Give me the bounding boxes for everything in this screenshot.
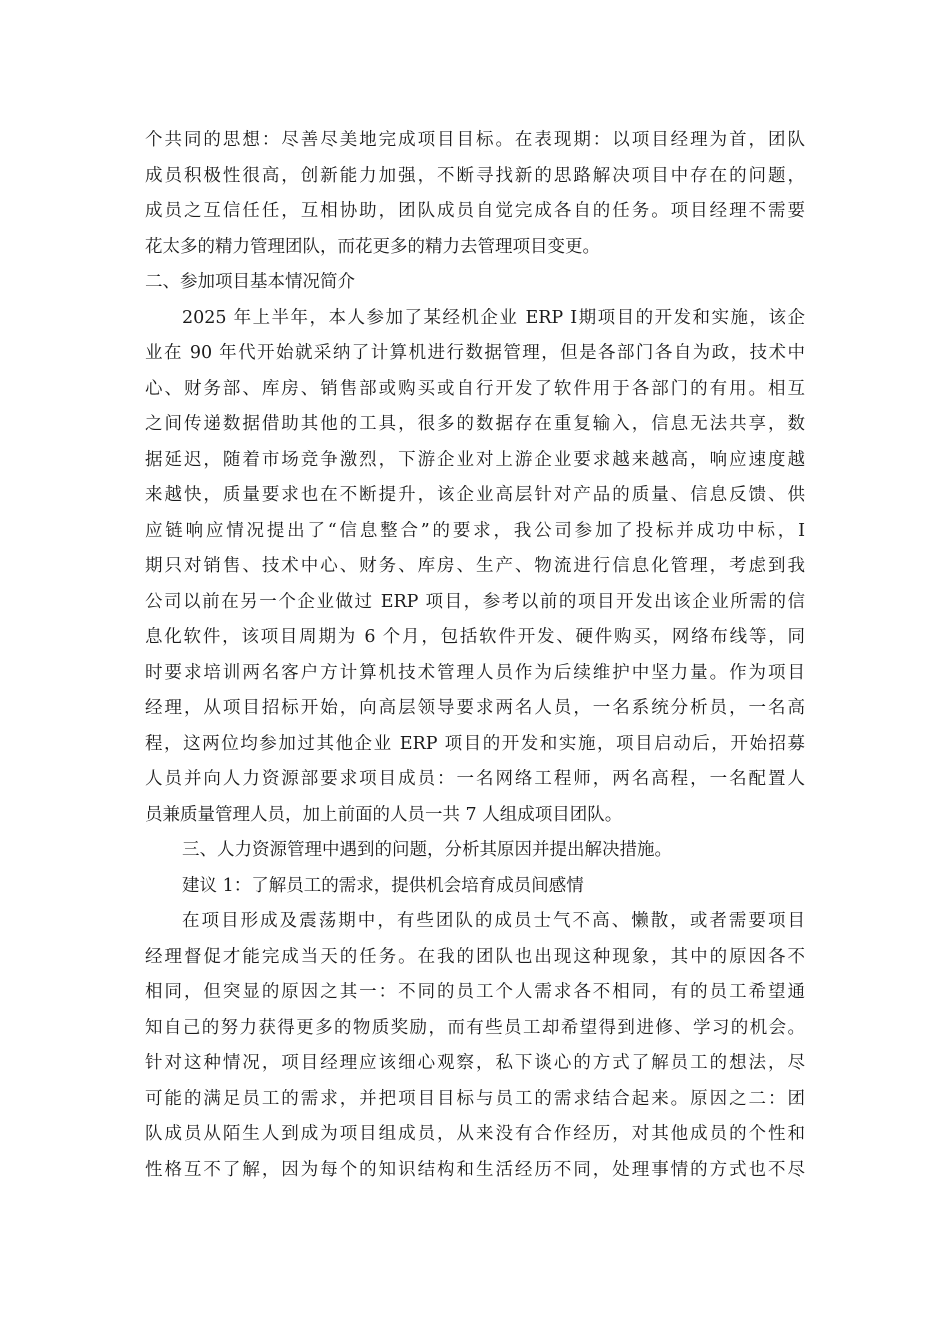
text-line: 程，这两位均参加过其他企业 ERP 项目的开发和实施，项目启动后，开始招募	[145, 733, 805, 754]
text-line: 在项目形成及震荡期中，有些团队的成员士气不高、懒散，或者需要项目	[182, 911, 805, 931]
text-line: 来越快，质量要求也在不断提升，该企业高层针对产品的质量、信息反馈、供	[145, 485, 805, 505]
text-line: 2025 年上半年，本人参加了某经机企业 ERP Ⅰ期项目的开发和实施，该企	[182, 307, 805, 328]
section-heading: 三、人力资源管理中遇到的问题，分析其原因并提出解决措施。	[182, 840, 672, 860]
text-line: 员兼质量管理人员，加上前面的人员一共 7 人组成项目团队。	[145, 804, 623, 825]
text-line: 业在 90 年代开始就采纳了计算机进行数据管理，但是各部门各自为政，技术中	[145, 343, 805, 363]
text-line: 针对这种情况，项目经理应该细心观察，私下谈心的方式了解员工的想法，尽	[145, 1053, 805, 1073]
text-line: 公司以前在另一个企业做过 ERP 项目，参考以前的项目开发出该企业所需的信	[145, 591, 805, 612]
text-line: 成员之互信任任，互相协助，团队成员自觉完成各自的任务。项目经理不需要	[145, 201, 805, 221]
text-line: 相同，但突显的原因之其一：不同的员工个人需求各不相同，有的员工希望通	[145, 982, 805, 1002]
text-line: 成员积极性很高，创新能力加强，不断寻找新的思路解决项目中存在的问题，	[145, 165, 805, 186]
text-line: 经理，从项目招标开始，向高层领导要求两名人员，一名系统分析员，一名高	[145, 698, 805, 718]
subsection-heading: 建议 1：了解员工的需求，提供机会培育成员间感情	[182, 875, 584, 896]
text-line: 性格互不了解，因为每个的知识结构和生活经历不同，处理事情的方式也不尽	[145, 1159, 805, 1180]
text-line: 据延迟，随着市场竞争激烈，下游企业对上游企业要求越来越高，响应速度越	[145, 449, 805, 470]
text-line: 知自己的努力获得更多的物质奖励，而有些员工却希望得到进修、学习的机会。	[145, 1017, 805, 1038]
text-line: 可能的满足员工的需求，并把项目目标与员工的需求结合起来。原因之二：团	[145, 1088, 805, 1109]
text-line: 之间传递数据借助其他的工具，很多的数据存在重复输入，信息无法共享，数	[145, 414, 805, 434]
text-line: 花太多的精力管理团队，而花更多的精力去管理项目变更。	[145, 236, 600, 257]
text-line: 个共同的思想：尽善尽美地完成项目目标。在表现期：以项目经理为首，团队	[145, 130, 805, 150]
text-line: 息化软件，该项目周期为 6 个月，包括软件开发、硬件购买，网络布线等，同	[145, 627, 805, 647]
text-line: 心、财务部、库房、销售部或购买或自行开发了软件用于各部门的有用。相互	[145, 378, 805, 399]
section-heading: 二、参加项目基本情况简介	[145, 272, 355, 292]
text-line: 应链响应情况提出了“信息整合”的要求，我公司参加了投标并成功中标，Ⅰ	[145, 520, 805, 541]
text-line: 经理督促才能完成当天的任务。在我的团队也出现这种现象，其中的原因各不	[145, 946, 805, 967]
text-line: 时要求培训两名客户方计算机技术管理人员作为后续维护中坚力量。作为项目	[145, 662, 805, 683]
text-line: 人员并向人力资源部要求项目成员：一名网络工程师，两名高程，一名配置人	[145, 769, 805, 789]
document-body	[145, 123, 805, 1188]
text-line: 期只对销售、技术中心、财务、库房、生产、物流进行信息化管理，考虑到我	[145, 556, 805, 576]
text-line: 队成员从陌生人到成为项目组成员，从来没有合作经历，对其他成员的个性和	[145, 1124, 805, 1144]
